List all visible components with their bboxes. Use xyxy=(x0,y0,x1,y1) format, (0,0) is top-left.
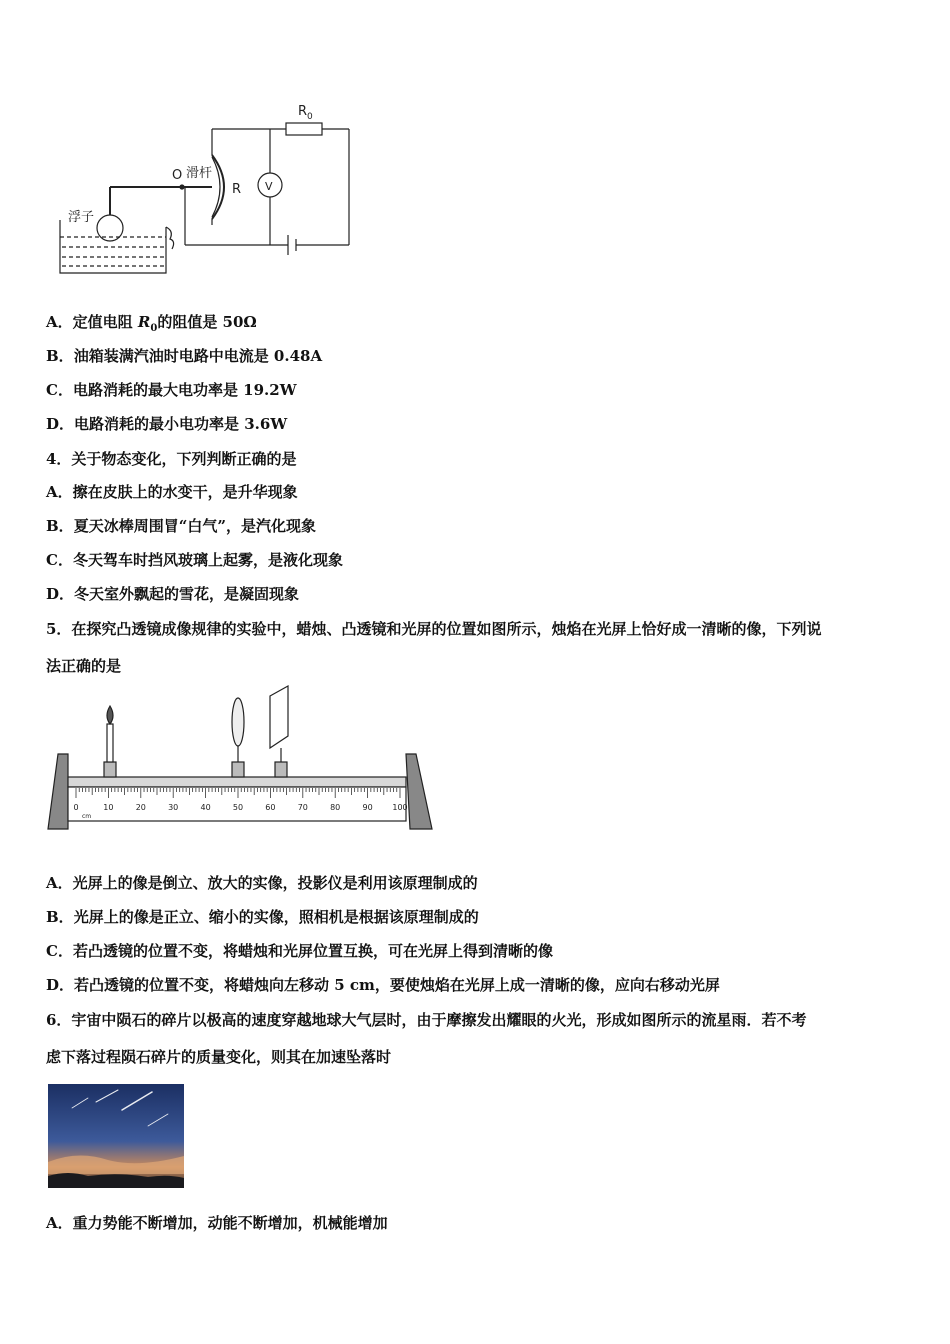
rail xyxy=(68,777,406,787)
lens-holder xyxy=(232,762,244,777)
ruler-tick-label: 0 xyxy=(73,803,79,812)
left-support xyxy=(48,754,68,829)
q5-option-c: C．若凸透镜的位置不变，将蜡烛和光屏位置互换，可在光屏上得到清晰的像 xyxy=(46,942,553,960)
candle-holder xyxy=(104,762,116,777)
ruler-tick-label: 40 xyxy=(200,803,211,812)
q3-option-d: D．电路消耗的最小电功率是 3.6W xyxy=(46,415,288,433)
variable-resistor-r xyxy=(212,155,224,219)
float-label: 浮子 xyxy=(68,210,95,225)
ruler-unit: cm xyxy=(82,813,92,820)
q4-option-c: C．冬天驾车时挡风玻璃上起雾，是液化现象 xyxy=(46,551,343,569)
q5-option-b: B．光屏上的像是正立、缩小的实像，照相机是根据该原理制成的 xyxy=(46,908,479,926)
ruler-tick-label: 60 xyxy=(265,803,276,812)
ruler-tick-label: 90 xyxy=(362,803,373,812)
right-support xyxy=(406,754,432,829)
q6-stem-line2: 虑下落过程陨石碎片的质量变化，则其在加速坠落时 xyxy=(46,1048,392,1066)
convex-lens xyxy=(232,698,244,746)
pivot-o-label: O xyxy=(172,168,183,183)
r0-label: $R_0$ xyxy=(298,104,313,122)
ruler-tick-label: 20 xyxy=(135,803,146,812)
candle xyxy=(107,724,113,762)
q4-option-a: A．擦在皮肤上的水变干，是升华现象 xyxy=(46,483,298,501)
light-screen xyxy=(270,686,288,748)
candle-flame xyxy=(107,706,113,724)
ruler-tick-label: 70 xyxy=(297,803,308,812)
q4-option-d: D．冬天室外飘起的雪花，是凝固现象 xyxy=(46,585,300,603)
screen-holder xyxy=(275,762,287,777)
optical-bench-diagram xyxy=(44,684,436,834)
ruler-tick-label: 10 xyxy=(103,803,114,812)
pivot-o xyxy=(180,185,184,189)
q6-option-a: A．重力势能不断增加，动能不断增加，机械能增加 xyxy=(46,1214,388,1232)
q3-option-b: B．油箱装满汽油时电路中电流是 0.48A xyxy=(46,347,323,365)
ruler-tick-label: 100 xyxy=(392,803,408,812)
slider-label: 滑杆 xyxy=(186,166,213,181)
q5-option-d: D．若凸透镜的位置不变，将蜡烛向左移动 5 cm，要使烛焰在光屏上成一清晰的像，应向右移动光屏 xyxy=(46,976,720,994)
q6-stem-line1: 6．宇宙中陨石的碎片以极高的速度穿越地球大气层时，由于摩擦发出耀眼的火光，形成如图所示的流星雨．若不考 xyxy=(46,1011,807,1029)
q4-stem: 4．关于物态变化，下列判断正确的是 xyxy=(46,450,297,468)
q5-stem-line2: 法正确的是 xyxy=(46,657,122,675)
ruler-tick-label: 30 xyxy=(168,803,179,812)
q3-option-a: A．定值电阻 $R_0$的阻值是 50Ω xyxy=(46,313,257,334)
r-label: R xyxy=(232,182,242,197)
q3-option-c: C．电路消耗的最大电功率是 19.2W xyxy=(46,381,297,399)
meteor-shower-image xyxy=(48,1084,184,1188)
q4-option-b: B．夏天冰棒周围冒“白气”，是汽化现象 xyxy=(46,517,316,535)
fuel-gauge-circuit-diagram xyxy=(40,95,370,285)
q5-option-a: A．光屏上的像是倒立、放大的实像，投影仪是利用该原理制成的 xyxy=(46,874,478,892)
ruler-tick-label: 80 xyxy=(330,803,341,812)
q5-stem-line1: 5．在探究凸透镜成像规律的实验中，蜡烛、凸透镜和光屏的位置如图所示，烛焰在光屏上恰好成一清晰的像，下列说 xyxy=(46,620,822,638)
ruler-tick-label: 50 xyxy=(232,803,244,812)
voltmeter-label: V xyxy=(265,180,273,193)
resistor-r0 xyxy=(286,123,322,135)
